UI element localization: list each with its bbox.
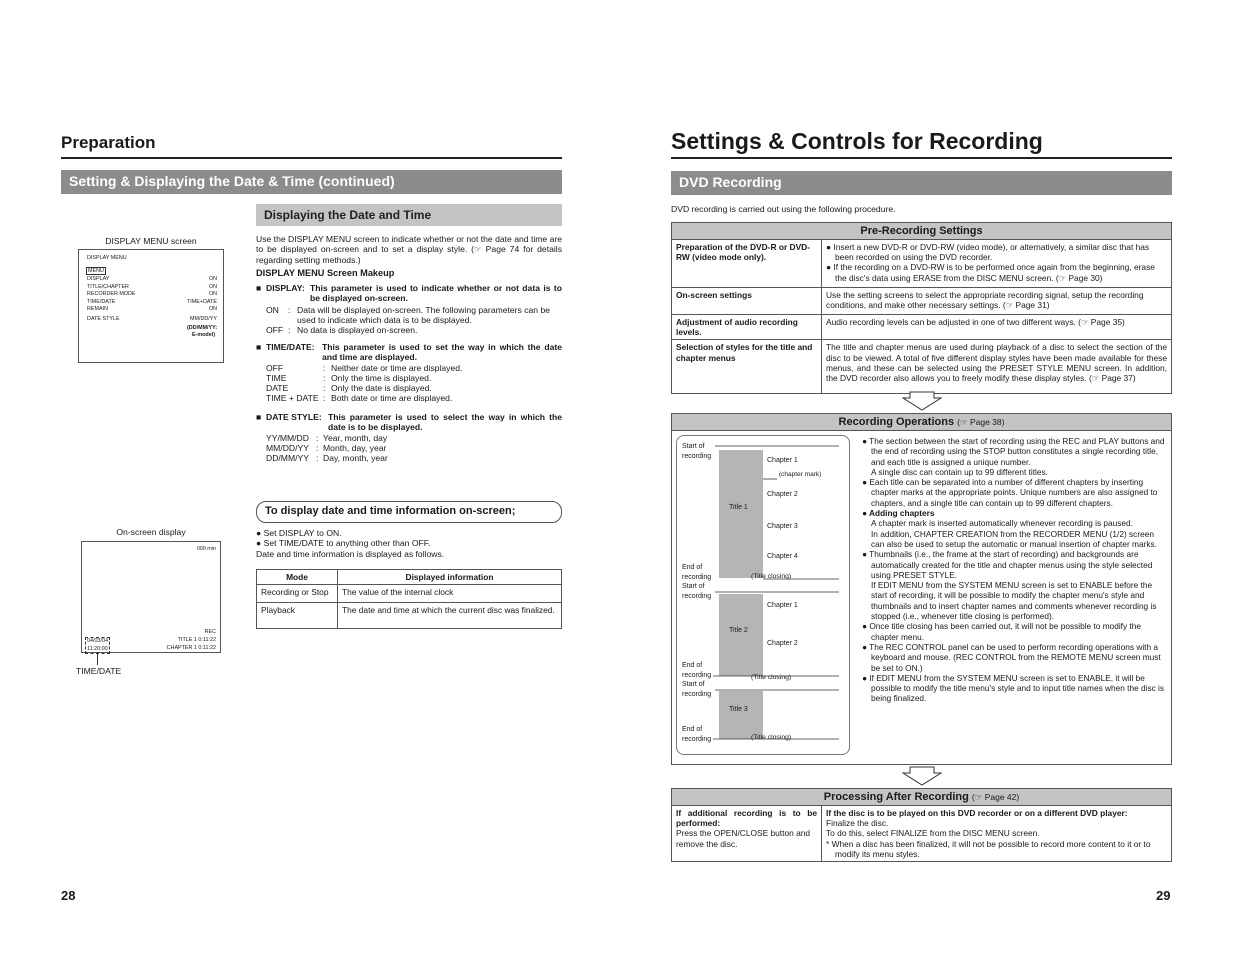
title-chapter-diagram — [676, 435, 850, 755]
list-item: ● Each title can be separated into a number of different chapters by inserting chapter marks at the appropriate points. Unique numbers are also assigned to chapters, and a single title can contain up to 99 different chapters. — [862, 477, 1158, 508]
processing-title: Processing After Recording (☞ Page 42) — [671, 788, 1172, 806]
menu-caption: DISPLAY MENU screen — [105, 236, 197, 246]
menu-row: DISPLAY ON — [87, 276, 217, 282]
menu-tab: MENU — [88, 268, 104, 274]
right-section-band: DVD Recording — [671, 171, 1172, 195]
menu-row: TITLE/CHAPTER ON — [87, 283, 217, 290]
makeup-title: DISPLAY MENU Screen Makeup — [256, 268, 395, 278]
onscreen-heading: To display date and time information on-screen; — [256, 501, 562, 523]
diagram-mark-label: (chapter mark) — [779, 471, 822, 478]
list-item: If EDIT MENU from the SYSTEM MENU screen is set to ENABLE before the start of recording, it will be possible to modify the chapter menu's style and thumbnails and to insert chapter names and comments whenever recording is stopped (i.e., whenever title closing is performed). — [871, 580, 1157, 622]
down-arrow-icon — [902, 766, 942, 786]
operations-notes — [862, 436, 1167, 704]
list-item: ● Thumbnails (i.e., the frame at the start of recording) and backgrounds are automatically created for the title and chapter menus using the style selected using PRESET STYLE. — [862, 549, 1153, 580]
diagram-chapter-label: Chapter 1 — [767, 457, 798, 464]
left-section-band: Setting & Displaying the Date & Time (continued) — [61, 170, 562, 194]
display-param: ■ DISPLAY: This parameter is used to indicate whether or not data is to be displayed on-screen. ON : Data will be displayed on-screen. The following parameters can be used to indicate which data is to be displayed. OFF : No data is displayed on-screen. — [256, 283, 562, 336]
table-row: Playback The date and time at which the current disc was finalized. — [257, 603, 562, 629]
menu-row: REMAIN ON — [87, 306, 217, 313]
dvd-intro: DVD recording is carried out using the following procedure. — [671, 204, 896, 214]
diagram-chapter-label: Chapter 2 — [767, 640, 798, 647]
diagram-label: End of recording — [682, 726, 712, 743]
list-item: ● Set DISPLAY to ON. — [256, 528, 342, 538]
diagram-closing-label: (Title closing) — [751, 734, 792, 741]
title-block — [719, 594, 763, 676]
pre-recording-title: Pre-Recording Settings — [671, 222, 1172, 240]
table-row: Selection of styles for the title and chapter menus The title and chapter menus are used during playback of a disc to select the section of the disc to be viewed. A total of five different display styles have been made available for these menus, and these can be selected using the PRESET STYLE MENU screen. In addition, the DVD recorder also allows you to freely modify these display styles. (☞ Page 37) — [672, 340, 1172, 394]
list-item: ● The REC CONTROL panel can be used to perform recording operations with a keyboard and mouse. (REC CONTROL from the REMOTE MENU screen must be set to ON.) — [862, 641, 1161, 673]
mode-table — [256, 569, 562, 629]
menu-row: RECORDER MODE ON — [87, 291, 217, 298]
callout-line — [97, 652, 98, 665]
list-item: ● Set TIME/DATE to anything other than OFF. — [256, 538, 431, 549]
pre-recording-table — [671, 222, 1172, 394]
onscreen-display — [81, 541, 221, 653]
menu-row: TIME/DATE TIME+DATE — [87, 298, 217, 305]
diagram-title-label: Title 2 — [729, 627, 748, 634]
list-item: A single disc can contain up to 99 different titles. — [871, 466, 1048, 477]
table-row: Adjustment of audio recording levels. Audio recording levels can be adjusted in one of two different ways. (☞ Page 35) — [672, 315, 1172, 340]
list-item: ● Adding chapters — [862, 508, 935, 519]
processing-after-recording — [671, 788, 1172, 862]
onscreen-note: Date and time information is displayed as follows. — [256, 548, 445, 559]
menu-row: DATE STYLE MM/DD/YY — [87, 315, 217, 322]
subsection-title: Displaying the Date and Time — [256, 204, 562, 226]
intro-text: Use the DISPLAY MENU screen to indicate whether or not the date and time are to be displayed on-screen and to set a display style. (☞ Page 74 for details regarding setting methods.) — [256, 234, 562, 265]
list-item: A chapter mark is inserted automatically whenever recording is paused. — [871, 518, 1133, 529]
title-block — [719, 450, 763, 578]
title-block — [719, 691, 763, 739]
diagram-label: End of recording Start of recording — [682, 662, 712, 698]
remain-readout: 000 min — [196, 546, 216, 552]
table-row: On-screen settings Use the setting screens to select the appropriate recording signal, setup the recording conditions, and make other necessary settings. (☞ Page 31) — [672, 288, 1172, 315]
diagram-title-label: Title 1 — [729, 504, 748, 511]
timedate-readout: 04/03/04 11:20:00 — [85, 637, 110, 654]
diagram-chapter-label: Chapter 4 — [767, 553, 798, 560]
down-arrow-icon — [902, 391, 942, 411]
diagram-title-label: Title 3 — [729, 706, 748, 713]
osd-caption: On-screen display — [116, 527, 186, 537]
table-row: Preparation of the DVD-R or DVD-RW (video mode only). ● Insert a new DVD-R or DVD-RW (video mode), or alternatively, a similar disc that has been recorded on using the DVD recorder. ● If the recording on a DVD-RW is to be performed once again from the beginning, erase the disc's data using ERASE from the DISC MENU screen. (☞ Page 30) — [672, 240, 1172, 288]
diagram-closing-label: (Title closing) — [751, 674, 792, 681]
menu-title: DISPLAY MENU — [87, 255, 127, 261]
list-item: In addition, CHAPTER CREATION from the RECORDER MENU (1/2) screen can also be used to setup the automatic or manual insertion of chapter marks. — [871, 528, 1157, 549]
timedate-param: ■ TIME/DATE: This parameter is used to set the way in which the date and time are displayed. OFF : Neither date or time are displayed. TIME : Only the time is displayed. DATE : Only the date is displayed. TIME + DATE : Both date or time are displayed. — [256, 342, 562, 404]
left-page-header: Preparation — [61, 133, 562, 159]
page-number-right: 29 — [1156, 888, 1171, 903]
menu-rows — [87, 276, 217, 340]
timedate-callout: TIME/DATE — [76, 666, 122, 676]
onscreen-instructions — [256, 528, 562, 559]
table-header: Displayed information — [338, 570, 562, 585]
diagram-closing-label: (Title closing) — [751, 573, 792, 580]
title-chapter-readout: TITLE 1 0:11:22 CHAPTER 1 0:11:22 — [166, 637, 216, 651]
page-number-left: 28 — [61, 888, 76, 903]
datestyle-param: ■ DATE STYLE: This parameter is used to select the way in which the date is to be displayed. YY/MM/DD : Year, month, day MM/DD/YY : Month, day, year DD/MM/YY : Day, month, year — [256, 412, 562, 464]
right-page-header: Settings & Controls for Recording — [671, 128, 1172, 159]
recording-operations-title: Recording Operations (☞ Page 38) — [672, 414, 1171, 431]
menu-extra: (DD/MM/YY: E-model) — [187, 324, 218, 339]
list-item: ● The section between the start of recording using the REC and PLAY buttons and the end of recording using the STOP button constitutes a single recording title, and each title is assigned a unique number. — [862, 436, 1165, 467]
diagram-chapter-label: Chapter 1 — [767, 602, 798, 609]
table-row: If additional recording is to be performed: Press the OPEN/CLOSE button and remove the disc. If the disc is to be played on this DVD recorder or on a different DVD player: Finalize the disc. To do this, select FINALIZE from the DISC MENU screen. * When a disc has been finalized, it will not be possible to record more content to it or to modify its menu styles. — [672, 806, 1172, 862]
list-item: ● Once title closing has been carried out, it will not be possible to modify the chapter menu. — [862, 621, 1141, 642]
diagram-label: Start of recording — [682, 443, 712, 460]
display-menu-screen — [78, 249, 224, 363]
rec-indicator: REC — [204, 629, 216, 635]
diagram-chapter-label: Chapter 3 — [767, 523, 798, 530]
diagram-chapter-label: Chapter 2 — [767, 491, 798, 498]
list-item: ● If EDIT MENU from the SYSTEM MENU screen is set to ENABLE, it will be possible to modify the title menu's style and to input title names when the disc is being finalized. — [862, 672, 1165, 704]
table-row: Recording or Stop The value of the internal clock — [257, 585, 562, 603]
diagram-label: End of recording Start of recording — [682, 564, 712, 600]
table-header: Mode — [257, 570, 338, 585]
